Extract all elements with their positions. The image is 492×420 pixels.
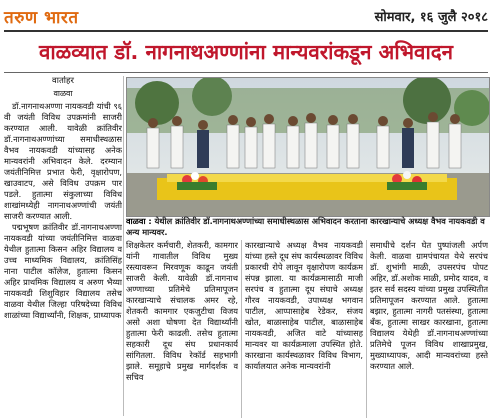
memorial-photo-illustration xyxy=(127,78,489,216)
article-headline: वाळव्यात डॉ. नागनाथअण्णांना मान्यवरांकडून अभिवादन xyxy=(38,40,454,64)
column-divider xyxy=(366,240,367,418)
article-column: कारखान्याचे अध्यक्ष वैभव नायकवडी यांच्या हस्ते दूध संघ कार्यस्थळावर विविध प्रकारची रोपे लावून वृक्षारोपण कार्यक्रम संपन्न झाला. या कार्यक्रमासाठी माजी सरपंच व हुतात्मा दूध संघाचे अध्यक्ष गौरव नायकवडी, उपाध्यक्ष भगवान पाटील, आप्पासाहेब रेडेकर, संजय खोत, बाळासाहेब पाटील, बाळासाहेब नायकवडी, अजित वाटे यांच्यासह मान्यवर या कार्यक्रमाला उपस्थित होते. कारखाना कार्यस्थळावर विविध विभाग, कार्यालयात अनेक मान्यवरांनी xyxy=(245,240,363,371)
caption-text: येथील क्रांतिवीर डॉ.नागनाथअण्णांच्या समाधीस्थळास अभिवादन करताना कारखान्याचे अध्यक्ष वैभव नायकवडी व अन्य मान्यवर. xyxy=(126,216,485,237)
column-divider xyxy=(241,240,242,418)
masthead-rule xyxy=(4,30,488,32)
article-column: शिक्षकेतर कर्मचारी, शेतकरी, कामगार यांनी गावातील विविध मुख्य रस्त्यावरून मिरवणूक काढून जयंती साजरी केली. यावेळी डॉ.नागनाथ अण्णाच्या प्रतिमेचे प्रतिमापूजन कारखान्याचे संचालक अमर रहे, शेतकरी कामगार एकजुटीचा विजय असो अशा घोषणा देत विद्यार्थ्यांनी हुतात्मा फेरी काढली. तसेच हुतात्मा सहकारी दूध संघ प्रधानकार्य सांगितला. विविध रेकॉर्ड सहभागी झाले. समूहाचे प्रमुख मार्गदर्शक व सचिव xyxy=(126,240,238,382)
caption-lead: वाळवा : xyxy=(126,216,152,226)
dateline: वाळवा xyxy=(53,89,73,98)
article-column: समाधीचे दर्शन घेत पुष्पांजली अर्पण केली. वाळवा ग्रामपंचायत येथे सरपंच डॉ. शुभांगी माळी, उपसरपंच पोपट अहिर, डॉ.अशोक माळी, प्रमोद यादव, व इतर सर्व सदस्य यांच्या प्रमुख उपस्थितीत प्रतिमापूजन करण्यात आले. हुतात्मा बझार, हुतात्मा नागरी पतसंस्था, हुतात्मा बँक, हुतात्मा साखर कारखाना, हुतात्मा विद्यालय येथेही डॉ.नागनाथअण्णांच्या प्रतिमेचे पूजन विविध शाखाप्रमुख, मुख्याध्यापक, आदी मान्यवरांच्या हस्ते करण्यात आले. xyxy=(370,240,488,371)
article-paragraph: पद्मभूषण क्रांतिवीर डॉ.नागनाथअण्णा नायकवडी यांच्या जयंतीनिमित्त वाळवा येथील हुतात्मा किसन अहिर विद्यालय व उच्च माध्यमिक विद्यालय, क्रांतिसिंह नाना पाटील कॉलेज, हुतात्मा किसन अहिर प्राथमिक विद्यालय व अरुण भैय्या नायकवडी शिशुविहार विद्यालय तसेच वाळवा येथील जिल्हा परिषदेच्या विविध शाळांच्या विद्यार्थ्यांनी, शिक्षक, प्राध्यापक xyxy=(4,222,122,320)
news-photo xyxy=(126,77,490,217)
article-left-column xyxy=(4,76,122,416)
column-divider xyxy=(123,76,124,416)
headline-rule xyxy=(4,72,488,73)
photo-caption xyxy=(126,216,488,238)
article-paragraph: डॉ.नागनाथअण्णा नायकवडी यांची ९६ वी जयंती विविध उपक्रमांनी साजरी करण्यात आली. यावेळी क्रांतिवीर डॉ.नागनाथअण्णांच्या समाधीस्थळास वैभव नायकवडी यांच्यासह अनेक मान्यवरांनी अभिवादन केले. दरम्यान जयंतीनिमित्त प्रभात फेरी, वृक्षारोपण, खाउवाटप, असे विविध उपक्रम पार पडले. हुतात्मा संकुलाच्या विविध शाखांमध्येही नागनाथअण्णांची जयंती साजरी करण्यात आली. xyxy=(4,101,122,221)
newspaper-name: तरुण भारत xyxy=(4,7,79,28)
masthead xyxy=(4,4,488,28)
byline: वार्ताहर xyxy=(52,76,74,86)
issue-date: सोमवार, १६ जुलै २०१८ xyxy=(374,10,488,25)
